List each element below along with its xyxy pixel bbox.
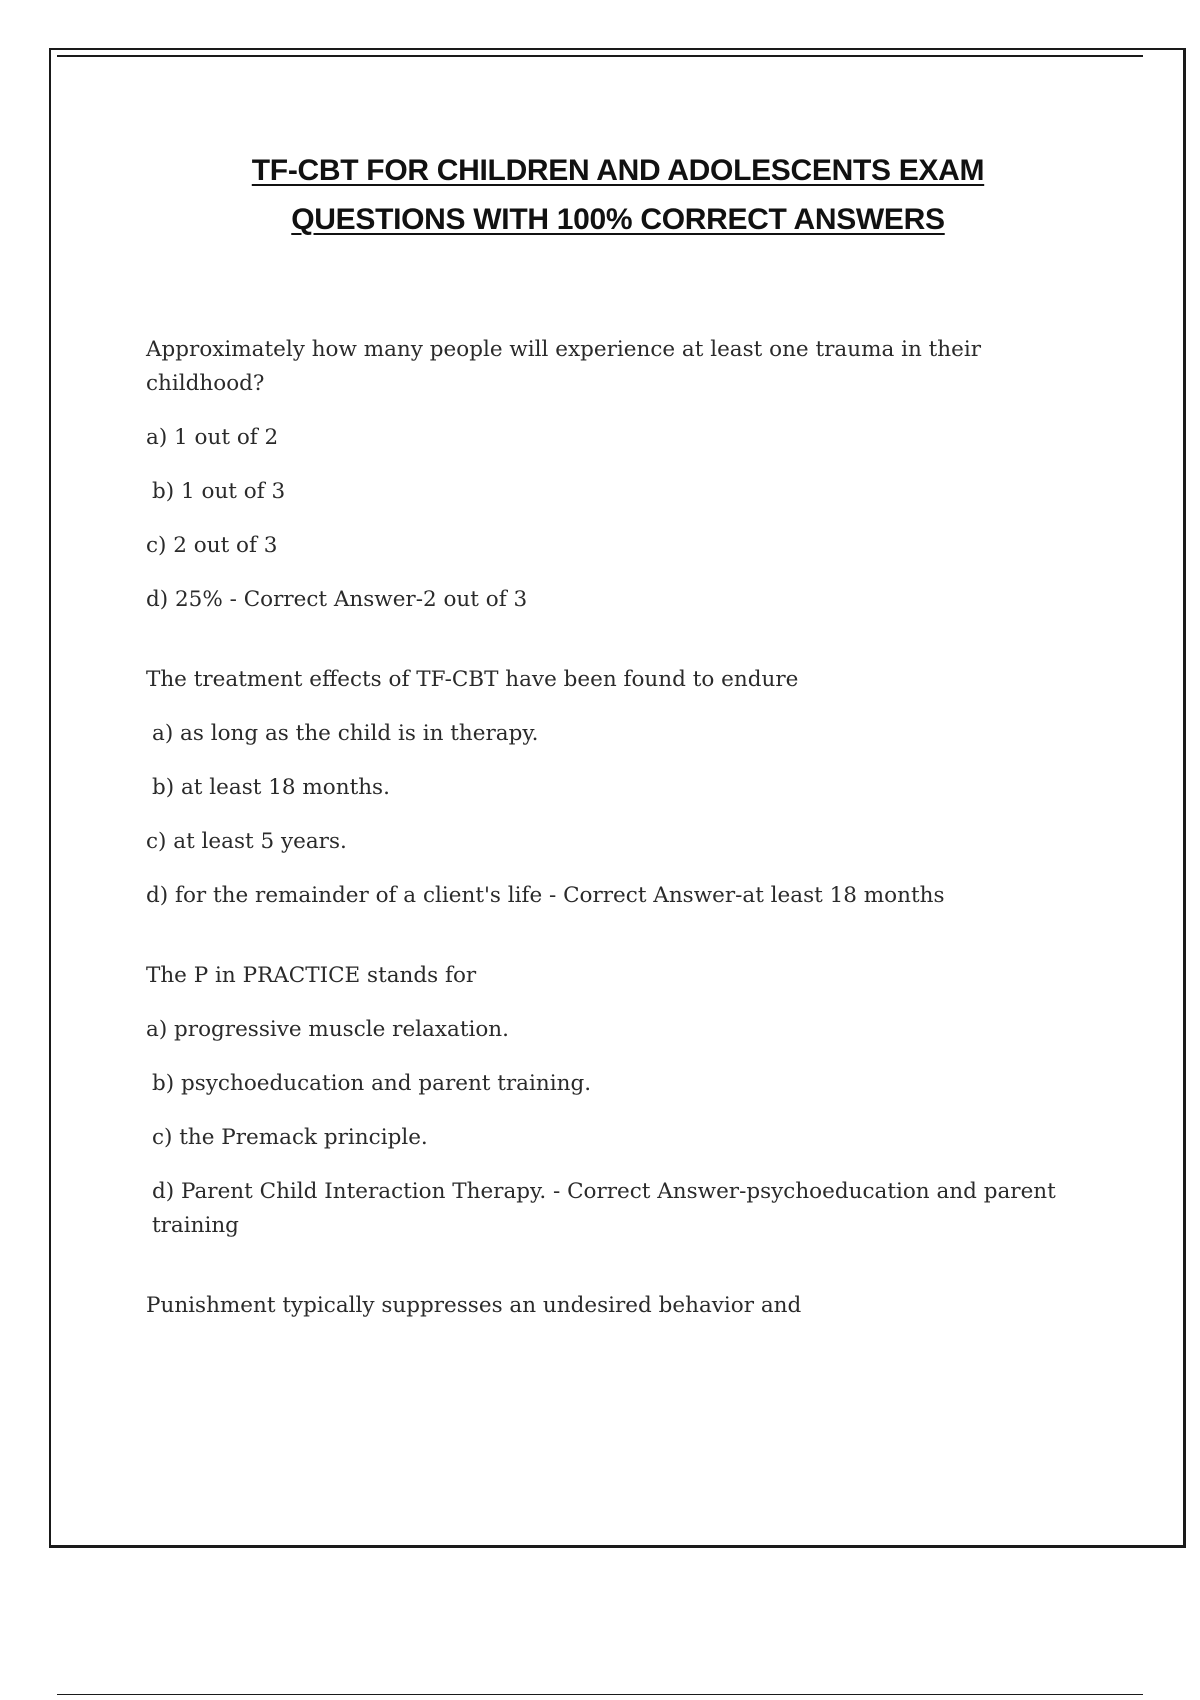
question-list [146, 333, 1066, 1369]
option-d-with-answer: d) 25% - Correct Answer-2 out of 3 [146, 587, 528, 612]
question-text: Approximately how many people will experience at least one trauma in their childhood? [146, 337, 982, 396]
question-1 [146, 333, 1066, 617]
bottom-rule [57, 1694, 1143, 1695]
option-c: c) 2 out of 3 [146, 533, 278, 558]
question-4 [146, 1289, 1066, 1323]
option-b: b) 1 out of 3 [152, 479, 286, 504]
option-b: b) psychoeducation and parent training. [152, 1071, 592, 1096]
top-rule [57, 55, 1143, 57]
option-a: a) progressive muscle relaxation. [146, 1017, 509, 1042]
option-b: b) at least 18 months. [152, 775, 390, 800]
option-c: c) at least 5 years. [146, 829, 347, 854]
question-text: Punishment typically suppresses an undesired behavior and [146, 1293, 802, 1318]
option-d-with-answer: d) Parent Child Interaction Therapy. - Correct Answer-psychoeducation and parent training [152, 1179, 1063, 1238]
document-title [100, 146, 1136, 244]
question-text: The treatment effects of TF-CBT have been found to endure [146, 667, 799, 692]
option-c: c) the Premack principle. [152, 1125, 428, 1150]
question-2 [146, 663, 1066, 913]
title-line-2: QUESTIONS WITH 100% CORRECT ANSWERS [291, 203, 945, 236]
option-a: a) as long as the child is in therapy. [152, 721, 539, 746]
question-text: The P in PRACTICE stands for [146, 963, 477, 988]
option-d-with-answer: d) for the remainder of a client's life - Correct Answer-at least 18 months [146, 883, 945, 908]
title-line-1: TF-CBT FOR CHILDREN AND ADOLESCENTS EXAM [251, 154, 985, 187]
option-a: a) 1 out of 2 [146, 425, 279, 450]
question-3 [146, 959, 1066, 1243]
